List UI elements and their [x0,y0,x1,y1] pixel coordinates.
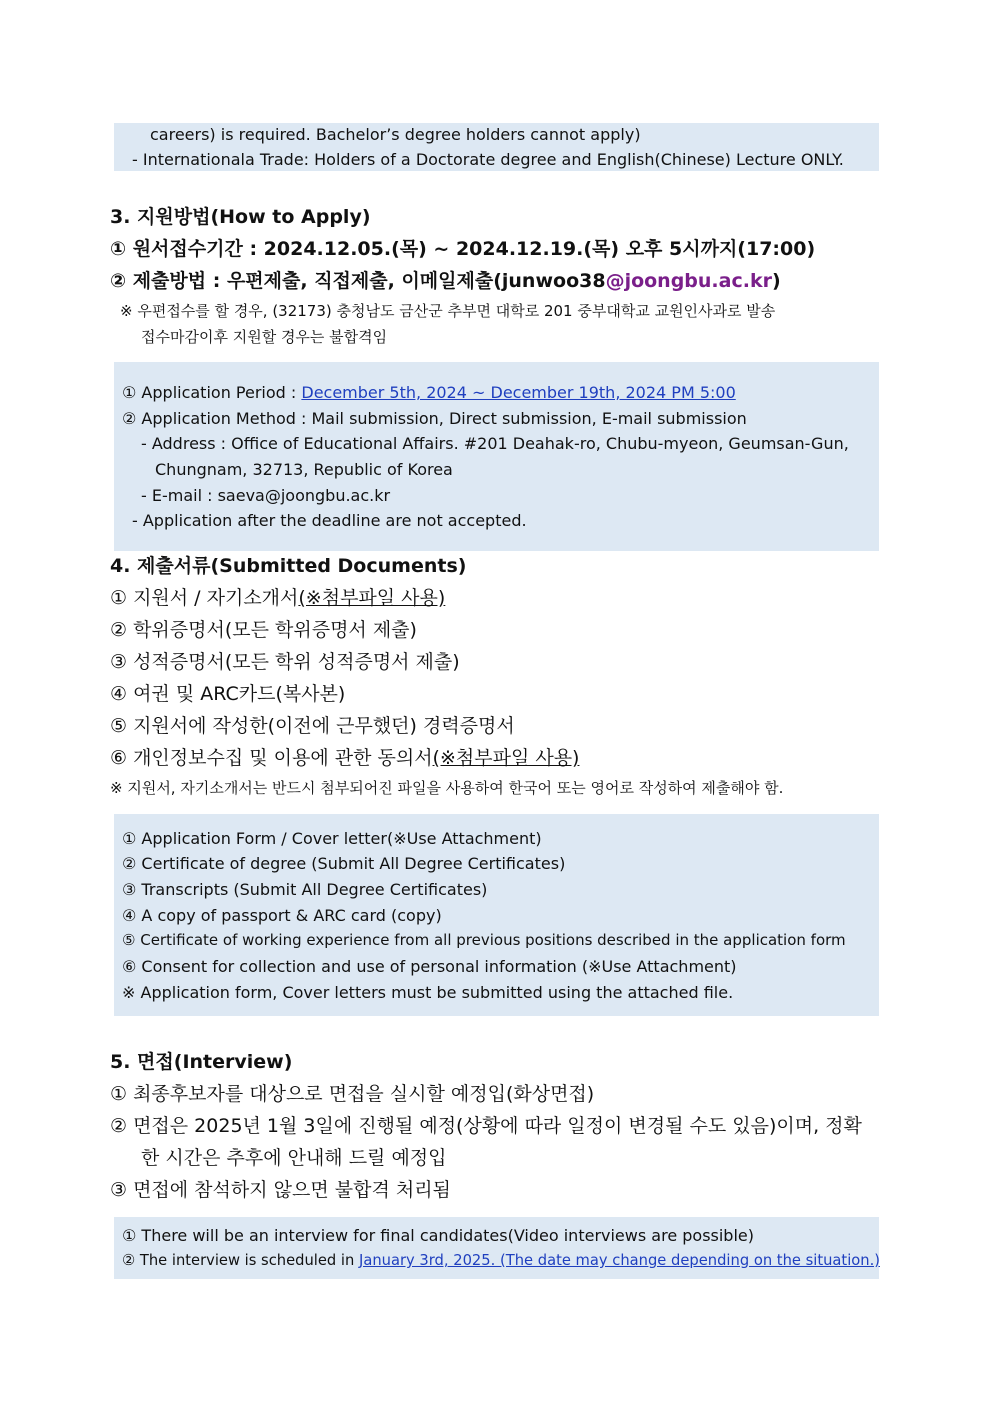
interview-en-line-2 [122,1253,880,1268]
doc-item-4: ④ 여권 및 ARC카드(복사본) [110,683,346,705]
interview-item-1: ① 최종후보자를 대상으로 면접을 실시할 예정입(화상면접) [110,1083,595,1105]
application-method-line: ② Application Method : Mail submission, Direct submission, E-mail submission [122,409,747,428]
application-period-label: ① Application Period : [122,383,302,402]
doc-en-line-5: ⑤ Certificate of working experience from all previous positions described in the application form [122,931,846,949]
address-line-2: Chungnam, 32713, Republic of Korea [155,460,453,479]
postal-note: ※ 우편접수를 할 경우, (32173) 충청남도 금산군 추부면 대학로 201 중부대학교 교원인사과로 발송 [120,302,776,320]
apply-method-close: ) [771,270,781,292]
interview-date-link[interactable]: January 3rd, 2025. (The date may change depending on the situation.) [359,1251,880,1269]
interview-item-2-cont: 한 시간은 추후에 안내해 드릴 예정입 [141,1147,447,1169]
doc-item-3: ③ 성적증명서(모든 학위 성적증명서 제출) [110,651,460,673]
eligibility-line-2: - Internationala Trade: Holders of a Doctorate degree and English(Chinese) Lecture ONLY. [132,150,844,169]
interview-item-2: ② 면접은 2025년 1월 3일에 진행될 예정(상황에 따라 일정이 변경될 수도 있음)이며, 정확 [110,1115,862,1137]
doc-item-2: ② 학위증명서(모든 학위증명서 제출) [110,619,417,641]
interview-en-line-1: ① There will be an interview for final candidates(Video interviews are possible) [122,1226,754,1245]
application-period-value[interactable]: December 5th, 2024 ~ December 19th, 2024 PM 5:00 [301,383,736,402]
doc-en-line-6: ⑥ Consent for collection and use of personal information (※Use Attachment) [122,957,737,976]
doc-item-1-text: ① 지원서 / 자기소개서 [110,587,299,609]
doc-en-line-3: ③ Transcripts (Submit All Degree Certificates) [122,880,488,899]
address-line-1: - Address : Office of Educational Affairs. #201 Deahak-ro, Chubu-myeon, Geumsan-Gun, [141,434,849,453]
doc-en-line-1: ① Application Form / Cover letter(※Use Attachment) [122,829,542,848]
interview-item-3: ③ 면접에 참석하지 않으면 불합격 처리됨 [110,1179,451,1201]
apply-period-item: ① 원서접수기간 : 2024.12.05.(목) ~ 2024.12.19.(목) 오후 5시까지(17:00) [110,238,816,260]
doc-item-6-note: (※첨부파일 사용) [432,747,580,769]
deadline-note: 접수마감이후 지원할 경우는 불합격임 [141,328,388,346]
doc-item-1 [110,589,445,608]
section-5-heading: 5. 면접(Interview) [110,1051,293,1073]
interview-en-line-2-text: ② The interview is scheduled in [122,1251,360,1269]
doc-en-line-4: ④ A copy of passport & ARC card (copy) [122,906,442,925]
apply-method-item [110,272,781,291]
docs-note: ※ 지원서, 자기소개서는 반드시 첨부되어진 파일을 사용하여 한국어 또는 영어로 작성하여 제출해야 함. [110,779,784,797]
doc-en-line-7: ※ Application form, Cover letters must be submitted using the attached file. [122,983,734,1002]
apply-method-text: ② 제출방법 : 우편제출, 직접제출, 이메일제출(junwoo38 [110,270,606,292]
doc-item-5: ⑤ 지원서에 작성한(이전에 근무했던) 경력증명서 [110,715,515,737]
doc-item-6-text: ⑥ 개인정보수집 및 이용에 관한 동의서 [110,747,433,769]
application-period-line [122,385,736,401]
eligibility-line-1: careers) is required. Bachelor’s degree holders cannot apply) [150,125,641,144]
email-domain-link[interactable]: @joongbu.ac.kr [605,270,772,292]
deadline-line: - Application after the deadline are not accepted. [132,511,527,530]
email-line: - E-mail : saeva@joongbu.ac.kr [141,486,391,505]
doc-item-6 [110,749,579,768]
section-4-heading: 4. 제출서류(Submitted Documents) [110,555,467,577]
doc-item-1-note: (※첨부파일 사용) [298,587,446,609]
section-3-heading: 3. 지원방법(How to Apply) [110,206,371,228]
doc-en-line-2: ② Certificate of degree (Submit All Degree Certificates) [122,854,566,873]
